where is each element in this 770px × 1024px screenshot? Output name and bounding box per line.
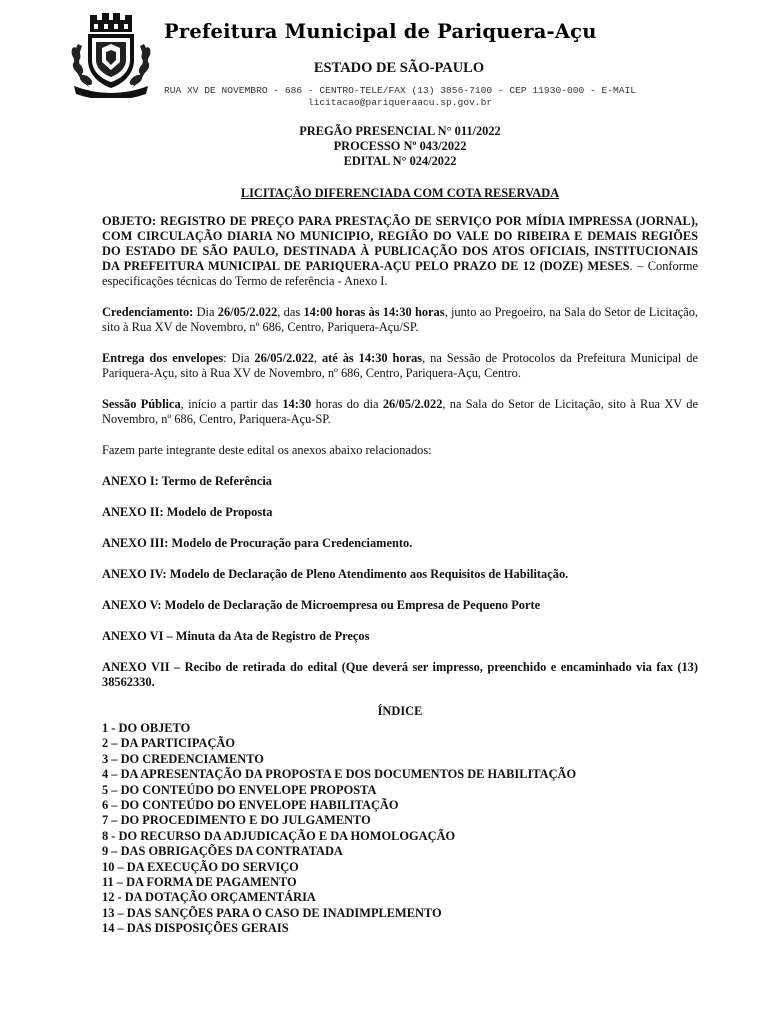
- address-line: RUA XV DE NOVEMBRO - 686 - CENTRO-TELE/FAX (13) 3856-7100 - CEP 11930-000 - E-MAIL: [163, 85, 637, 96]
- index-item: 10 – DA EXECUÇÃO DO SERVIÇO: [102, 859, 299, 874]
- address-block: [0, 85, 770, 109]
- index-item: 8 - DO RECURSO DA ADJUDICAÇÃO E DA HOMOLOGAÇÃO: [102, 828, 456, 843]
- text-fragment: , na Sala do Setor de Licitação, sito à Rua XV de Novembro, nº 686, Centro, Pariquera-Açu-SP.: [102, 397, 698, 426]
- state-name: ESTADO DE SÃO-PAULO: [313, 60, 485, 76]
- objeto-rest: . – Conforme especificações técnicas do Termo de referência - Anexo I.: [102, 259, 698, 288]
- index-item: 3 – DO CREDENCIAMENTO: [102, 751, 264, 766]
- annex-item: ANEXO IV: Modelo de Declaração de Pleno Atendimento aos Requisitos de Habilitação.: [102, 567, 569, 581]
- index-list: [102, 721, 698, 937]
- entrega-date: 26/05/2.022: [254, 351, 314, 365]
- annex-item: ANEXO VI – Minuta da Ata de Registro de Preços: [102, 629, 370, 643]
- index-item: 9 – DAS OBRIGAÇÕES DA CONTRATADA: [102, 844, 343, 859]
- text-fragment: : Dia: [223, 351, 255, 365]
- text-fragment: , início a partir das: [180, 397, 283, 411]
- index-item: 13 – DAS SANÇÕES PARA O CASO DE INADIMPLEMENTO: [102, 905, 442, 920]
- sessao-date: 26/05/2.022: [382, 397, 443, 411]
- credenciamento-paragraph: [102, 305, 698, 335]
- document-body: [102, 214, 698, 937]
- annex-intro: Fazem parte integrante deste edital os anexos abaixo relacionados:: [102, 443, 432, 457]
- edital-number: EDITAL N° 024/2022: [343, 154, 457, 168]
- text-fragment: horas do dia: [311, 397, 383, 411]
- sessao-paragraph: [102, 397, 698, 427]
- credenciamento-date: 26/05/2.022: [217, 305, 278, 319]
- index-item: 4 – DA APRESENTAÇÃO DA PROPOSTA E DOS DOCUMENTOS DE HABILITAÇÃO: [102, 767, 577, 782]
- entrega-label: Entrega dos envelopes: [102, 351, 224, 365]
- annex-item: ANEXO V: Modelo de Declaração de Microempresa ou Empresa de Pequeno Porte: [102, 598, 541, 612]
- organization-name: Prefeitura Municipal de Pariquera-Açu: [164, 20, 597, 43]
- index-title: ÍNDICE: [377, 704, 423, 718]
- annex-item: ANEXO VII – Recibo de retirada do edital (Que deverá ser impresso, preenchido e encaminhado via fax (13) 38562330.: [102, 660, 698, 689]
- processo-number: PROCESSO Nº 043/2022: [333, 139, 467, 153]
- sessao-time: 14:30: [282, 397, 312, 411]
- index-item: 1 - DO OBJETO: [102, 721, 191, 735]
- pregao-number: PREGÃO PRESENCIAL N° 011/2022: [299, 124, 501, 138]
- objeto-paragraph: [102, 214, 698, 289]
- entrega-time: até às 14:30 horas: [321, 351, 423, 365]
- sessao-label: Sessão Pública: [102, 397, 181, 411]
- annex-item: ANEXO II: Modelo de Proposta: [102, 505, 273, 519]
- index-item: 12 - DA DOTAÇÃO ORÇAMENTÁRIA: [102, 890, 316, 905]
- index-item: 14 – DAS DISPOSIÇÕES GERAIS: [102, 921, 289, 936]
- annex-item: ANEXO I: Termo de Referência: [102, 474, 272, 488]
- text-fragment: , das: [277, 305, 304, 319]
- index-item: 7 – DO PROCEDIMENTO E DO JULGAMENTO: [102, 813, 371, 828]
- index-item: 5 – DO CONTEÚDO DO ENVELOPE PROPOSTA: [102, 782, 377, 797]
- entrega-paragraph: [102, 351, 698, 381]
- bid-type-heading: LICITAÇÃO DIFERENCIADA COM COTA RESERVADA: [240, 186, 560, 200]
- index-item: 6 – DO CONTEÚDO DO ENVELOPE HABILITAÇÃO: [102, 798, 399, 813]
- index-item: 2 – DA PARTICIPAÇÃO: [102, 736, 235, 751]
- annex-item: ANEXO III: Modelo de Procuração para Credenciamento.: [102, 536, 413, 550]
- objeto-text: OBJETO: REGISTRO DE PREÇO PARA PRESTAÇÃO DE SERVIÇO POR MÍDIA IMPRESSA (JORNAL), COM CIRCULAÇÃO DIARIA NO MUNICIPIO, REGIÃO DO VALE DO RIBEIRA E DEMAIS REGIÕES DO ESTADO DE SÃO PAULO, DESTINADA À PUBLICAÇÃO DOS ATOS OFICIAIS, INSTITUCIONAIS DA PREFEITURA MUNICIPAL DE PARIQUERA-AÇU PELO PRAZO DE 12 (DOZE) MESES: [102, 214, 698, 273]
- credenciamento-label: Credenciamento:: [102, 305, 194, 319]
- email-address: licitacao@pariqueraacu.sp.gov.br: [307, 97, 493, 108]
- text-fragment: , junto ao Pregoeiro, na Sala do Setor de Licitação, sito à Rua XV de Novembro, nº 686, Centro, Pariquera-Açu/SP.: [102, 305, 698, 334]
- text-fragment: ,: [313, 351, 322, 365]
- text-fragment: Dia: [193, 305, 218, 319]
- credenciamento-time: 14:00 horas às 14:30 horas: [303, 305, 445, 319]
- index-item: 11 – DA FORMA DE PAGAMENTO: [102, 875, 297, 890]
- text-fragment: , na Sessão de Protocolos da Prefeitura Municipal de Pariquera-Açu, sito à Rua XV de Novembro, nº 686, Centro, Pariquera-Açu, Centro.: [102, 351, 698, 380]
- procurement-identifiers: [0, 124, 770, 169]
